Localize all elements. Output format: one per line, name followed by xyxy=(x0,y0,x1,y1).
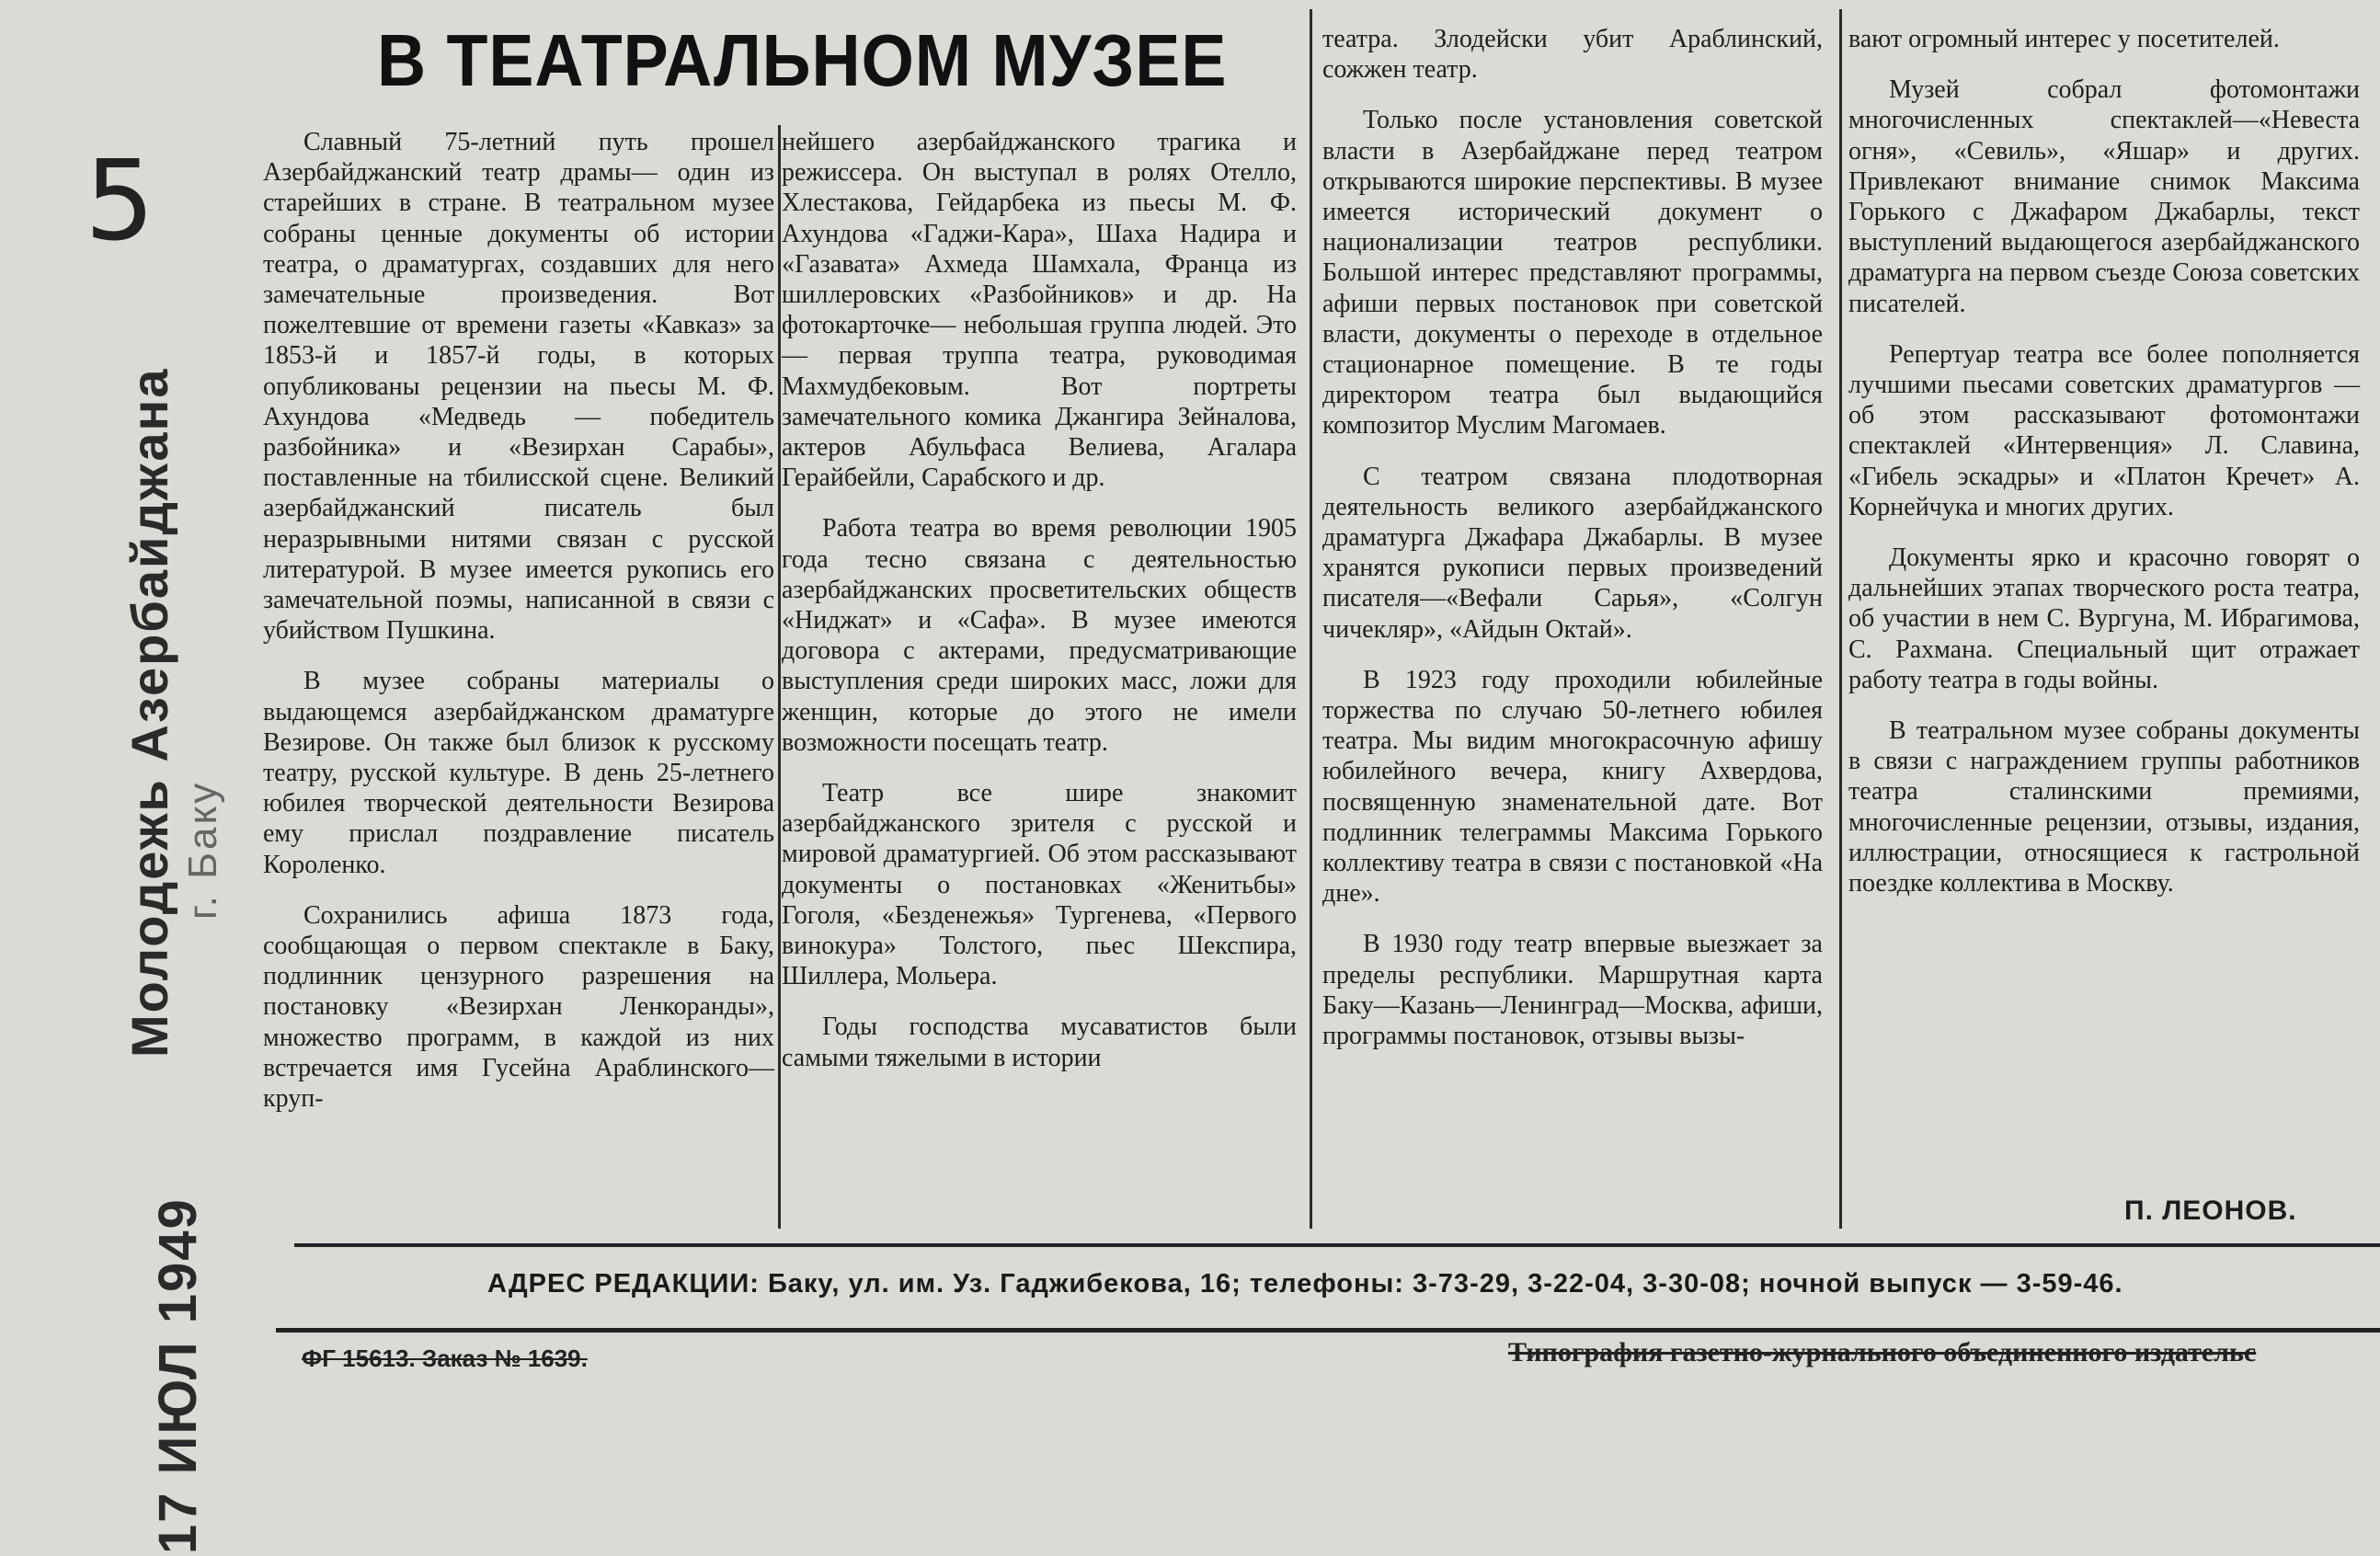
paragraph: Только после установления советской власти в Азербайджане перед театром открываются широкие перспективы. В музее имеется исторический документ о национализации театров республики. Большой интерес представляют программы, афиши первых постановок при советской власти, документы о переходе в отдельное стационарное помещение. В те годы директором театра был выдающийся композитор Муслим Магомаев. xyxy=(1322,106,1823,440)
footer-rule-bottom xyxy=(276,1328,2380,1333)
stamp-city: г. Баку xyxy=(180,780,225,920)
paragraph: Сохранились афиша 1873 года, сообщающая о первом спектакле в Баку, подлинник цензурного разрешения на постановку «Везирхан Ленкоранды», множество программ, в каждой из них встречается имя Гусейна Араблинского—круп- xyxy=(263,900,774,1114)
column-divider xyxy=(1839,9,1842,1229)
column-divider xyxy=(778,125,781,1229)
column-divider xyxy=(1310,9,1312,1229)
paragraph: В музее собраны материалы о выдающемся азербайджанском драматурге Везирове. Он также был близок к русскому театру, русской культуре. В день 25-летнего юбилея творческой деятельности Везирова ему прислал поздравление писатель Короленко. xyxy=(263,667,774,879)
footer-rule-top xyxy=(294,1243,2380,1247)
article-column-1 xyxy=(263,127,774,1114)
paragraph: В 1930 году театр впервые выезжает за пределы республики. Маршрутная карта Баку—Казань—Ленинград—Москва, афиши, программы постановок, отзывы вызы- xyxy=(1322,930,1823,1051)
handwritten-mark: 5 xyxy=(85,138,155,266)
print-order-number: ФГ 15613. Заказ № 1639. xyxy=(302,1344,588,1372)
paragraph: Документы ярко и красочно говорят о дальнейших этапах творческого роста театра, об участии в нем С. Вургуна, М. Ибрагимова, С. Рахмана. Специальный щит отражает работу театра в годы войны. xyxy=(1848,543,2360,694)
paragraph: театра. Злодейски убит Араблинский, сожжен театр. xyxy=(1322,25,1823,85)
paragraph: Музей собрал фотомонтажи многочисленных спектаклей—«Невеста огня», «Севиль», «Яшар» и других. Привлекают внимание снимок Максима Горького с Джафаром Джабарлы, текст выступлений выдающегося азербайджанского драматурга на первом съезде Союза советских писателей. xyxy=(1848,75,2360,318)
paragraph: Работа театра во время революции 1905 года тесно связана с деятельностью азербайджанских просветительских обществ «Ниджат» и «Сафа». В музее имеются договора с актерами, предусматривающие выступления среди широких масс, ложи для женщин, которые до этого не имели возможности посещать театр. xyxy=(782,514,1297,757)
paragraph: вают огромный интерес у посетителей. xyxy=(1848,25,2280,53)
printing-house: Типография газетно-журнального объединенного издательс xyxy=(1508,1337,2257,1367)
article-column-2 xyxy=(782,127,1297,1073)
stamp-newspaper-name: Молодежь Азербайджана xyxy=(120,367,178,1058)
paragraph: В театральном музее собраны документы в связи с награждением группы работников театра сталинскими премиями, многочисленные рецензии, отзывы, издания, иллюстрации, относящиеся к гастрольной поездке коллектива в Москву. xyxy=(1848,716,2360,898)
paragraph: С театром связана плодотворная деятельность великого азербайджанского драматурга Джафара Джабарлы. В музее хранятся рукописи первых произведений писателя—«Вефали Сарья», «Солгун чичекляр», «Айдын Октай». xyxy=(1322,462,1823,644)
paragraph: Годы господства мусаватистов были самыми тяжелыми в истории xyxy=(782,1013,1297,1072)
paragraph: Репертуар театра все более пополняется лучшими пьесами советских драматургов — об этом рассказывают фотомонтажи спектаклей «Интервенция» Л. Славина, «Гибель эскадры» и «Платон Кречет» А. Корнейчука и многих других. xyxy=(1848,339,2360,521)
paragraph: В 1923 году проходили юбилейные торжества по случаю 50-летнего юбилея театра. Мы видим многокрасочную афишу юбилейного вечера, книгу Ахвердова, посвященную знаменательной дате. Вот подлинник телеграммы Максима Горького коллективу театра в связи с постановкой «На дне». xyxy=(1322,665,1823,909)
stamp-date: 17 ИЮЛ 1949 xyxy=(148,1197,208,1554)
article-column-4 xyxy=(1848,24,2360,898)
editorial-address: АДРЕС РЕДАКЦИИ: Баку, ул. им. Уз. Гаджибекова, 16; телефоны: 3-73-29, 3-22-04, 3-30-08; ночной выпуск — 3-59-46. xyxy=(487,1269,2123,1299)
article-headline: В ТЕАТРАЛЬНОМ МУЗЕЕ xyxy=(377,19,1228,101)
author-signature: П. ЛЕОНОВ. xyxy=(2124,1196,2297,1226)
paragraph: нейшего азербайджанского трагика и режиссера. Он выступал в ролях Отелло, Хлестакова, Гейдарбека из пьесы М. Ф. Ахундова «Гаджи-Кара», Шаха Надира и «Газавата» Ахмеда Шамхала, Франца из шиллеровских «Разбойников» и др. На фотокарточке— небольшая группа людей. Это — первая труппа театра, руководимая Махмудбековым. Вот портреты замечательного комика Джангира Зейналова, актеров Абульфаса Велиева, Агалара Герайбейли, Сарабского и др. xyxy=(782,128,1297,493)
paragraph: Театр все шире знакомит азербайджанского зрителя с русской и мировой драматургией. Об этом рассказывают документы о постановках «Женитьбы» Гоголя, «Безденежья» Тургенева, «Первого винокура» Толстого, пьес Шекспира, Шиллера, Мольера. xyxy=(782,779,1297,991)
article-column-3 xyxy=(1322,24,1823,1051)
paragraph: Славный 75-летний путь прошел Азербайджанский театр драмы— один из старейших в стране. В театральном музее собраны ценные документы об истории театра, о драматургах, создавших для него замечательные произведения. Вот пожелтевшие от времени газеты «Кавказ» за 1853-й и 1857-й годы, в которых опубликованы рецензии на пьесы М. Ф. Ахундова «Медведь — победитель разбойника» и «Везирхан Сарабы», поставленные на тбилисской сцене. Великий азербайджанский писатель был неразрывными нитями связан с русской литературой. В музее имеется рукопись его замечательной поэмы, написанной в связи с убийством Пушкина. xyxy=(263,128,774,646)
